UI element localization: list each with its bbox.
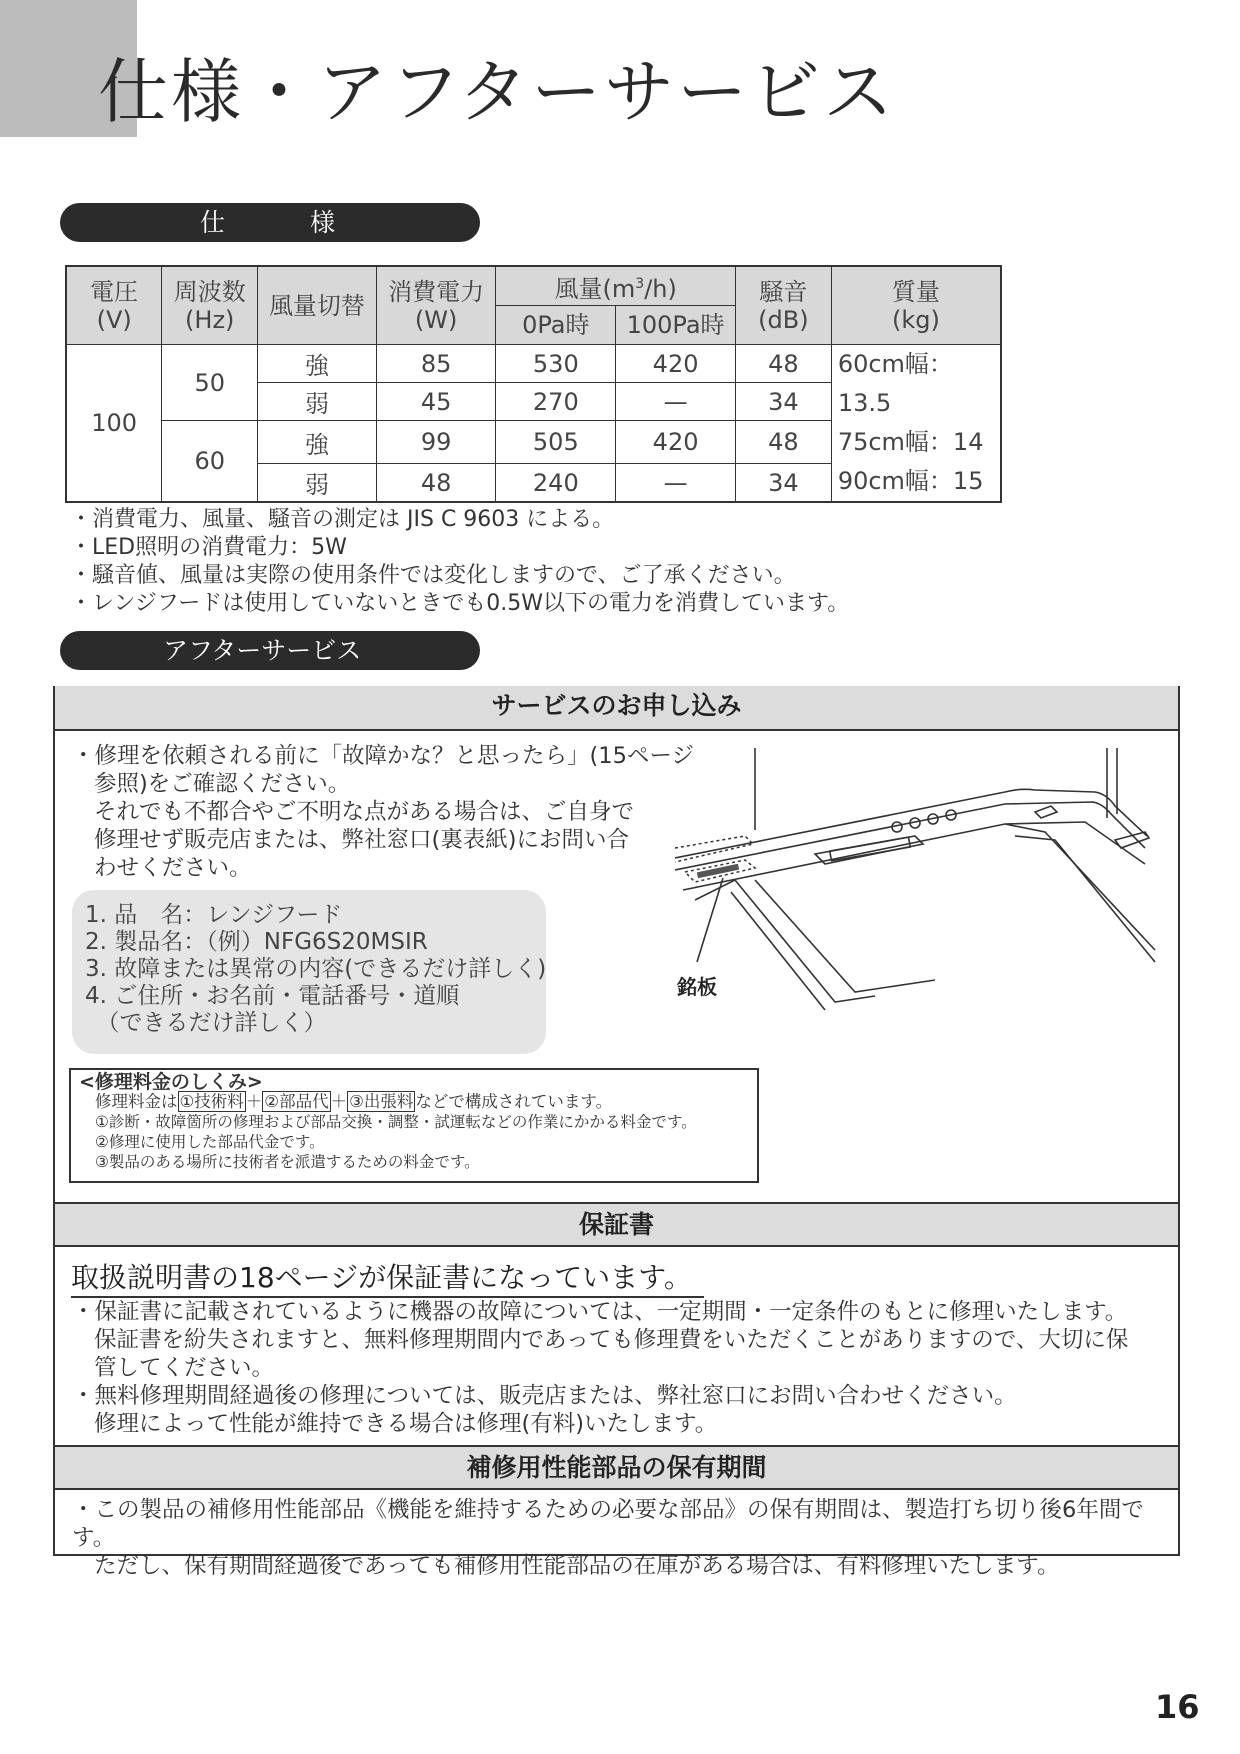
- fee-formula: 修理料金は ①技術料 ＋ ②部品代 ＋ ③出張料 などで構成されています。: [95, 1092, 613, 1111]
- spec-heading-left: 仕: [200, 208, 226, 237]
- freq-cell: 50: [162, 345, 258, 421]
- power-cell: 48: [376, 464, 496, 503]
- spec-note: ・ レンジフードは使用していないときでも0.5W以下の電力を消費しています。: [70, 590, 849, 618]
- after-service-box: [53, 686, 1180, 1579]
- header-airflow-0pa: 0Pa時: [496, 306, 616, 345]
- page-number: 16: [1155, 1688, 1200, 1726]
- warranty-band: 保証書: [55, 1202, 1178, 1247]
- fee-item-travel: ③出張料: [349, 1092, 414, 1111]
- spec-table: [65, 265, 1002, 503]
- fee-item-tech: ①技術料: [179, 1092, 244, 1111]
- application-band: サービスのお申し込み: [55, 686, 1178, 731]
- switch-cell: 強: [258, 421, 377, 464]
- power-cell: 45: [376, 383, 496, 421]
- application-text: ・修理を依頼される前に「故障かな？と思ったら」(15ページ 参照)をご確認ください。 それでも不都合やご不明な点がある場合は、ご自身で 修理せず販売店または、弊社窓口(裏表紙)にお問い合 わせください。: [72, 743, 694, 881]
- header-airflow-100pa: 100Pa時: [616, 306, 736, 345]
- flow100-cell: —: [616, 383, 736, 421]
- spec-note: ・ LED照明の消費電力：5W: [70, 534, 849, 562]
- noise-cell: 34: [735, 383, 831, 421]
- header-frequency: 周波数 (Hz): [162, 266, 258, 345]
- flow0-cell: 505: [496, 421, 616, 464]
- switch-cell: 弱: [258, 383, 377, 421]
- header-switch: 風量切替: [258, 266, 377, 345]
- list-item: 1. 品 名：レンジフード: [85, 902, 343, 928]
- request-info-box: [72, 890, 546, 1054]
- flow100-cell: 420: [616, 345, 736, 383]
- noise-cell: 34: [735, 464, 831, 503]
- parts-band: 補修用性能部品の保有期間: [55, 1445, 1178, 1490]
- noise-cell: 48: [735, 421, 831, 464]
- switch-cell: 弱: [258, 464, 377, 503]
- header-power: 消費電力 (W): [376, 266, 496, 345]
- after-service-heading: [60, 631, 480, 670]
- spec-heading: [60, 203, 480, 242]
- warranty-headline: 取扱説明書の18ページが保証書になっています。: [71, 1256, 704, 1298]
- spec-notes: [70, 506, 849, 618]
- fee-title: <修理料金のしくみ>: [79, 1071, 263, 1093]
- voltage-cell: 100: [66, 345, 162, 503]
- mass-90: 90cm幅：15: [837, 467, 984, 495]
- switch-cell: 強: [258, 345, 377, 383]
- header-mass: 質量 (kg): [831, 266, 1001, 345]
- flow0-cell: 240: [496, 464, 616, 503]
- list-item: 4. ご住所・お名前・電話番号・道順: [85, 983, 460, 1009]
- repair-fee-box: [69, 1068, 759, 1183]
- mass-cell: [831, 345, 1001, 503]
- flow100-cell: —: [616, 464, 736, 503]
- flow100-cell: 420: [616, 421, 736, 464]
- fee-detail: ③製品のある場所に技術者を派遣するための料金です。: [95, 1153, 480, 1171]
- list-item: 2. 製品名：（例）NFG6S20MSIR: [85, 929, 428, 955]
- range-hood-illustration: [675, 740, 1175, 1040]
- freq-cell: 60: [162, 421, 258, 503]
- parts-text: ・この製品の補修用性能部品《機能を維持するための必要な部品》の保有期間は、製造打ち切り後6年間です。 ただし、保有期間経過後であっても補修用性能部品の在庫がある場合は、有料修理いたします。: [72, 1497, 1144, 1579]
- fee-detail: ②修理に使用した部品代金です。: [95, 1133, 325, 1151]
- power-cell: 85: [376, 345, 496, 383]
- fee-detail: ①診断・故障箇所の修理および部品交換・調整・試運転などの作業にかかる料金です。: [95, 1113, 697, 1131]
- mass-75: 75cm幅：14: [837, 428, 984, 456]
- spec-note: ・ 騒音値、風量は実際の使用条件では変化しますので、ご了承ください。: [70, 562, 849, 590]
- spec-heading-right: 様: [310, 208, 336, 237]
- page-title: 仕様・アフターサービス: [98, 51, 897, 133]
- flow0-cell: 530: [496, 345, 616, 383]
- nameplate-label: 銘板: [677, 975, 717, 999]
- header-airflow: 風量$(m^3/h)$: [496, 266, 736, 306]
- power-cell: 99: [376, 421, 496, 464]
- list-item: （できるだけ詳しく）: [85, 1010, 327, 1036]
- spec-note: ・ 消費電力、風量、騒音の測定は JIS C 9603 による。: [70, 506, 849, 534]
- table-row: [66, 345, 1001, 383]
- header-noise: 騒音 (dB): [735, 266, 831, 345]
- list-item: 3. 故障または異常の内容(できるだけ詳しく): [85, 956, 547, 982]
- noise-cell: 48: [735, 345, 831, 383]
- fee-item-parts: ②部品代: [264, 1092, 329, 1111]
- after-service-heading-text: アフターサービス: [163, 636, 362, 665]
- header-voltage: 電圧 (V): [66, 266, 162, 345]
- flow0-cell: 270: [496, 383, 616, 421]
- mass-60: 60cm幅：13.5: [837, 350, 953, 417]
- warranty-text: ・保証書に記載されているように機器の故障については、一定期間・一定条件のもとに修理いたします。 保証書を紛失されますと、無料修理期間内であっても修理費をいただくことがありますので、大切に保 管してください。 ・無料修理期間経過後の修理については、販売店または、弊社窓口にお問い合わせください。 修理によって性能が維持できる場合は修理(有料)いたします。: [72, 1299, 1129, 1437]
